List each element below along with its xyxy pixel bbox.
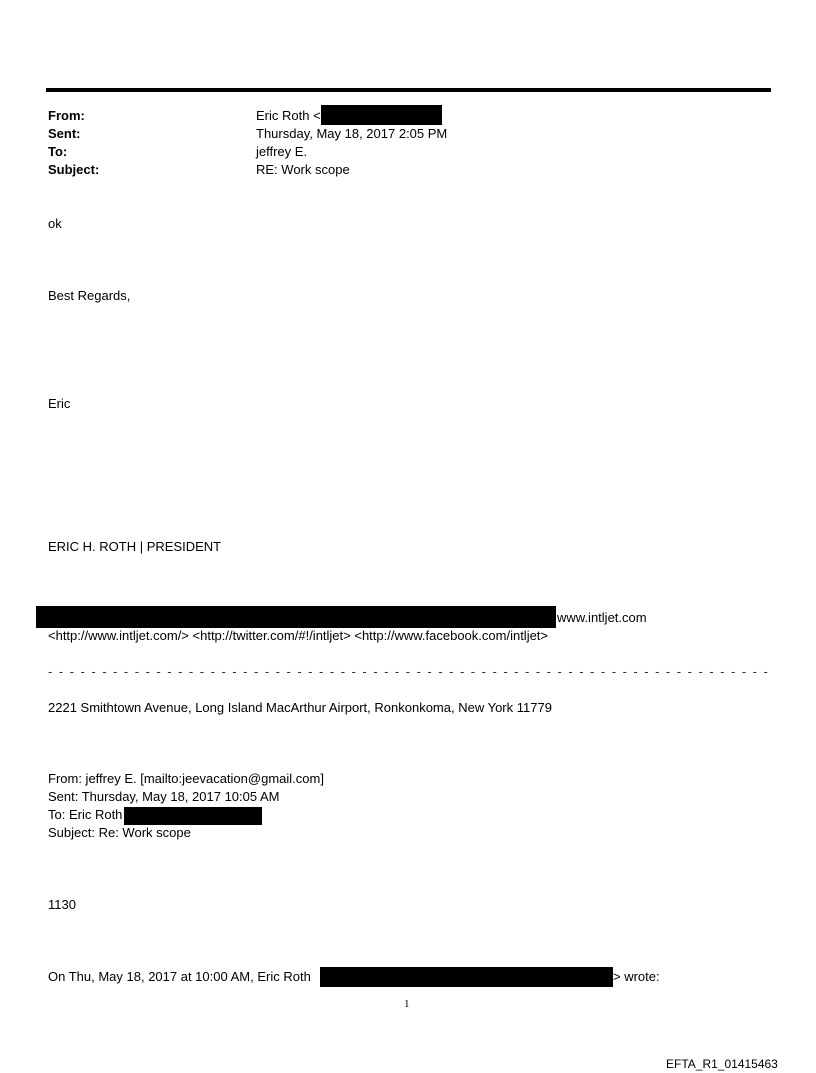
from-value: Eric Roth <: [256, 108, 321, 123]
separator-line: - - - - - - - - - - - - - - - - - - - - - - - - - - - - - - - - - - - - - - - - - - - - - - - - - - - - - - - - - - - - - - - - - - -: [48, 664, 770, 679]
signature-name: Eric: [48, 396, 71, 411]
redaction-box: [36, 606, 556, 628]
header-rule: [46, 88, 771, 92]
sent-value: Thursday, May 18, 2017 2:05 PM: [256, 126, 448, 141]
redaction-box: [320, 967, 613, 987]
quoted-sent: Sent: Thursday, May 18, 2017 10:05 AM: [48, 789, 280, 804]
signature-title: ERIC H. ROTH | PRESIDENT: [48, 539, 222, 554]
website-link[interactable]: www.intljet.com: [557, 610, 647, 625]
social-links[interactable]: <http://www.intljet.com/> <http://twitter.com/#!/intljet> <http://www.facebook.com/intljet>: [48, 628, 549, 643]
quoted-body: 1130: [48, 897, 76, 912]
quoted-to: To: Eric Roth: [48, 807, 123, 822]
to-label: To:: [48, 144, 68, 159]
closing-text: Best Regards,: [48, 288, 131, 303]
document-id: EFTA_R1_01415463: [666, 1057, 778, 1071]
page-number: 1: [404, 998, 410, 1010]
wrote-line-suffix: > wrote:: [613, 969, 660, 984]
quoted-subject: Subject: Re: Work scope: [48, 825, 191, 840]
redaction-box: [124, 807, 262, 825]
subject-label: Subject:: [48, 162, 100, 177]
subject-value: RE: Work scope: [256, 162, 350, 177]
from-label: From:: [48, 108, 85, 123]
redaction-box: [321, 105, 442, 125]
reply-text: ok: [48, 216, 62, 231]
wrote-line-prefix: On Thu, May 18, 2017 at 10:00 AM, Eric Roth: [48, 969, 311, 984]
sent-label: Sent:: [48, 126, 81, 141]
to-value: jeffrey E.: [256, 144, 308, 159]
address-text: 2221 Smithtown Avenue, Long Island MacArthur Airport, Ronkonkoma, New York 11779: [48, 700, 552, 715]
quoted-from: From: jeffrey E. [mailto:jeevacation@gmail.com]: [48, 771, 324, 786]
